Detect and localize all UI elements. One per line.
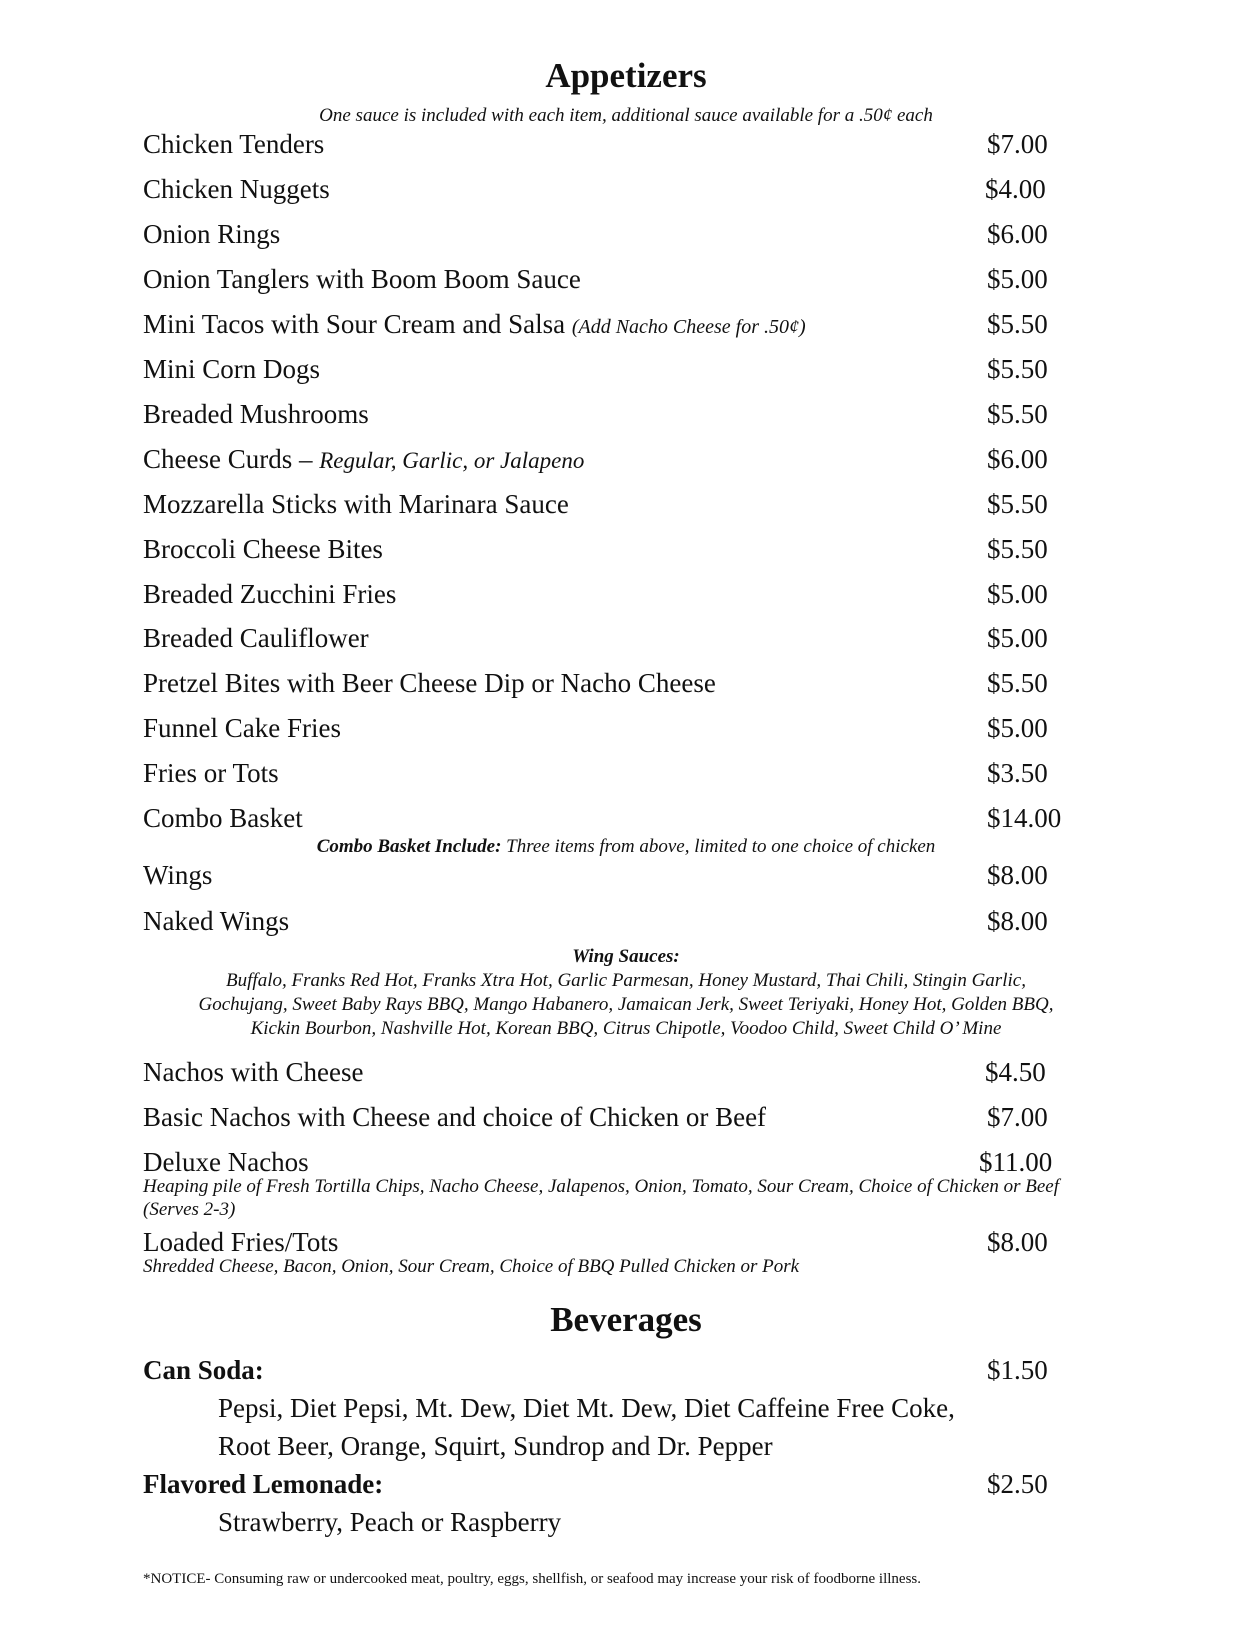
item-name: Wings (143, 860, 213, 890)
beverages-heading: Beverages (550, 1300, 702, 1339)
combo-note-label: Combo Basket Include: (316, 836, 502, 857)
menu-item (143, 127, 1083, 161)
menu-item (143, 1055, 1083, 1089)
menu-item (143, 532, 1083, 566)
item-price: $7.00 (987, 129, 1048, 159)
item-price: $8.00 (987, 1227, 1048, 1257)
item-name: Onion Rings (143, 219, 281, 249)
wing-sauces-line: Kickin Bourbon, Nashville Hot, Korean BBQ, Citrus Chipotle, Voodoo Child, Sweet Child O’ Mine (250, 1018, 1002, 1039)
beverage-price: $2.50 (987, 1469, 1048, 1499)
sauce-note: One sauce is included with each item, additional sauce available for a .50¢ each (319, 105, 933, 126)
item-name: Mozzarella Sticks with Marinara Sauce (143, 489, 569, 519)
item-price: $14.00 (987, 803, 1062, 833)
menu-item (143, 442, 1083, 476)
menu-item (143, 577, 1083, 611)
item-price: $5.50 (987, 534, 1048, 564)
item-name: Breaded Cauliflower (143, 623, 369, 653)
item-price: $8.00 (987, 906, 1048, 936)
item-price: $8.00 (987, 860, 1048, 890)
item-price: $5.50 (987, 399, 1048, 429)
loaded-fries-description: Shredded Cheese, Bacon, Onion, Sour Cream, Choice of BBQ Pulled Chicken or Pork (143, 1256, 800, 1277)
item-name: Breaded Zucchini Fries (143, 579, 397, 609)
item-name: Deluxe Nachos (143, 1147, 309, 1177)
beverage-name: Can Soda: (143, 1355, 264, 1385)
menu-item (143, 756, 1083, 790)
item-price: $6.00 (987, 219, 1048, 249)
menu-item (143, 666, 1083, 700)
item-name: Chicken Tenders (143, 129, 325, 159)
menu-item (143, 1100, 1083, 1134)
item-price: $11.00 (979, 1147, 1053, 1177)
wing-sauces-label: Wing Sauces: (572, 946, 680, 967)
menu-item (143, 858, 1083, 892)
item-price: $4.00 (985, 174, 1046, 204)
item-name: Mini Corn Dogs (143, 354, 321, 384)
item-price: $5.50 (987, 489, 1048, 519)
deluxe-nachos-description: Heaping pile of Fresh Tortilla Chips, Nacho Cheese, Jalapenos, Onion, Tomato, Sour Cream, Choice of Chicken or Beef (Serves 2-3) (143, 1176, 1059, 1220)
item-note: (Add Nacho Cheese for .50¢) (571, 316, 806, 338)
foodborne-notice: *NOTICE- Consuming raw or undercooked meat, poultry, eggs, shellfish, or seafood may increase your risk of foodborne illness. (143, 1571, 922, 1587)
item-price: $5.00 (987, 264, 1048, 294)
menu-item (143, 904, 1083, 938)
menu-item (143, 397, 1083, 431)
item-price: $5.00 (987, 623, 1048, 653)
item-name: Breaded Mushrooms (143, 399, 369, 429)
beverage-price: $1.50 (987, 1355, 1048, 1385)
menu-item (143, 352, 1083, 386)
combo-note-text: Three items from above, limited to one choice of chicken (501, 836, 936, 857)
wing-sauces-line: Gochujang, Sweet Baby Rays BBQ, Mango Habanero, Jamaican Jerk, Sweet Teriyaki, Honey Hot, Golden BBQ, (198, 994, 1054, 1015)
item-price: $5.50 (987, 309, 1048, 339)
item-name: Basic Nachos with Cheese and choice of Chicken or Beef (143, 1102, 767, 1132)
menu-item (143, 172, 1083, 206)
item-price: $6.00 (987, 444, 1048, 474)
menu-item (143, 262, 1083, 296)
menu-item (143, 1145, 1083, 1179)
item-name: Fries or Tots (143, 758, 279, 788)
appetizers-heading: Appetizers (545, 56, 707, 95)
beverage-options: Pepsi, Diet Pepsi, Mt. Dew, Diet Mt. Dew, Diet Caffeine Free Coke, (218, 1393, 955, 1423)
menu-item (143, 307, 1083, 341)
item-name-text: Cheese Curds – (143, 444, 313, 474)
item-name (143, 307, 806, 344)
combo-note (0, 835, 1252, 859)
beverage-item (143, 1353, 1083, 1387)
item-name: Chicken Nuggets (143, 174, 330, 204)
item-note: Regular, Garlic, or Jalapeno (319, 448, 585, 473)
menu-item (143, 621, 1083, 655)
menu-item (143, 801, 1083, 835)
wing-sauces-line: Buffalo, Franks Red Hot, Franks Xtra Hot, Garlic Parmesan, Honey Mustard, Thai Chili, Stingin Garlic, (226, 970, 1026, 991)
item-name: Broccoli Cheese Bites (143, 534, 383, 564)
item-name-text: Mini Tacos with Sour Cream and Salsa (143, 309, 566, 339)
menu-item (143, 711, 1083, 745)
item-price: $5.50 (987, 354, 1048, 384)
item-name: Onion Tanglers with Boom Boom Sauce (143, 264, 581, 294)
beverage-options: Strawberry, Peach or Raspberry (218, 1507, 562, 1537)
menu-item (143, 217, 1083, 251)
item-price: $7.00 (987, 1102, 1048, 1132)
item-name: Loaded Fries/Tots (143, 1227, 339, 1257)
beverage-name: Flavored Lemonade: (143, 1469, 384, 1499)
beverage-options: Root Beer, Orange, Squirt, Sundrop and Dr. Pepper (218, 1431, 773, 1461)
item-name: Pretzel Bites with Beer Cheese Dip or Nacho Cheese (143, 668, 716, 698)
item-price: $4.50 (985, 1057, 1046, 1087)
item-price: $5.00 (987, 713, 1048, 743)
item-name: Nachos with Cheese (143, 1057, 364, 1087)
item-name: Naked Wings (143, 906, 290, 936)
item-price: $5.50 (987, 668, 1048, 698)
item-name: Funnel Cake Fries (143, 713, 341, 743)
item-price: $5.00 (987, 579, 1048, 609)
menu-item (143, 487, 1083, 521)
item-name (143, 442, 584, 478)
menu-item (143, 1225, 1083, 1259)
item-price: $3.50 (987, 758, 1048, 788)
beverage-item (143, 1467, 1083, 1501)
item-name: Combo Basket (143, 803, 303, 833)
